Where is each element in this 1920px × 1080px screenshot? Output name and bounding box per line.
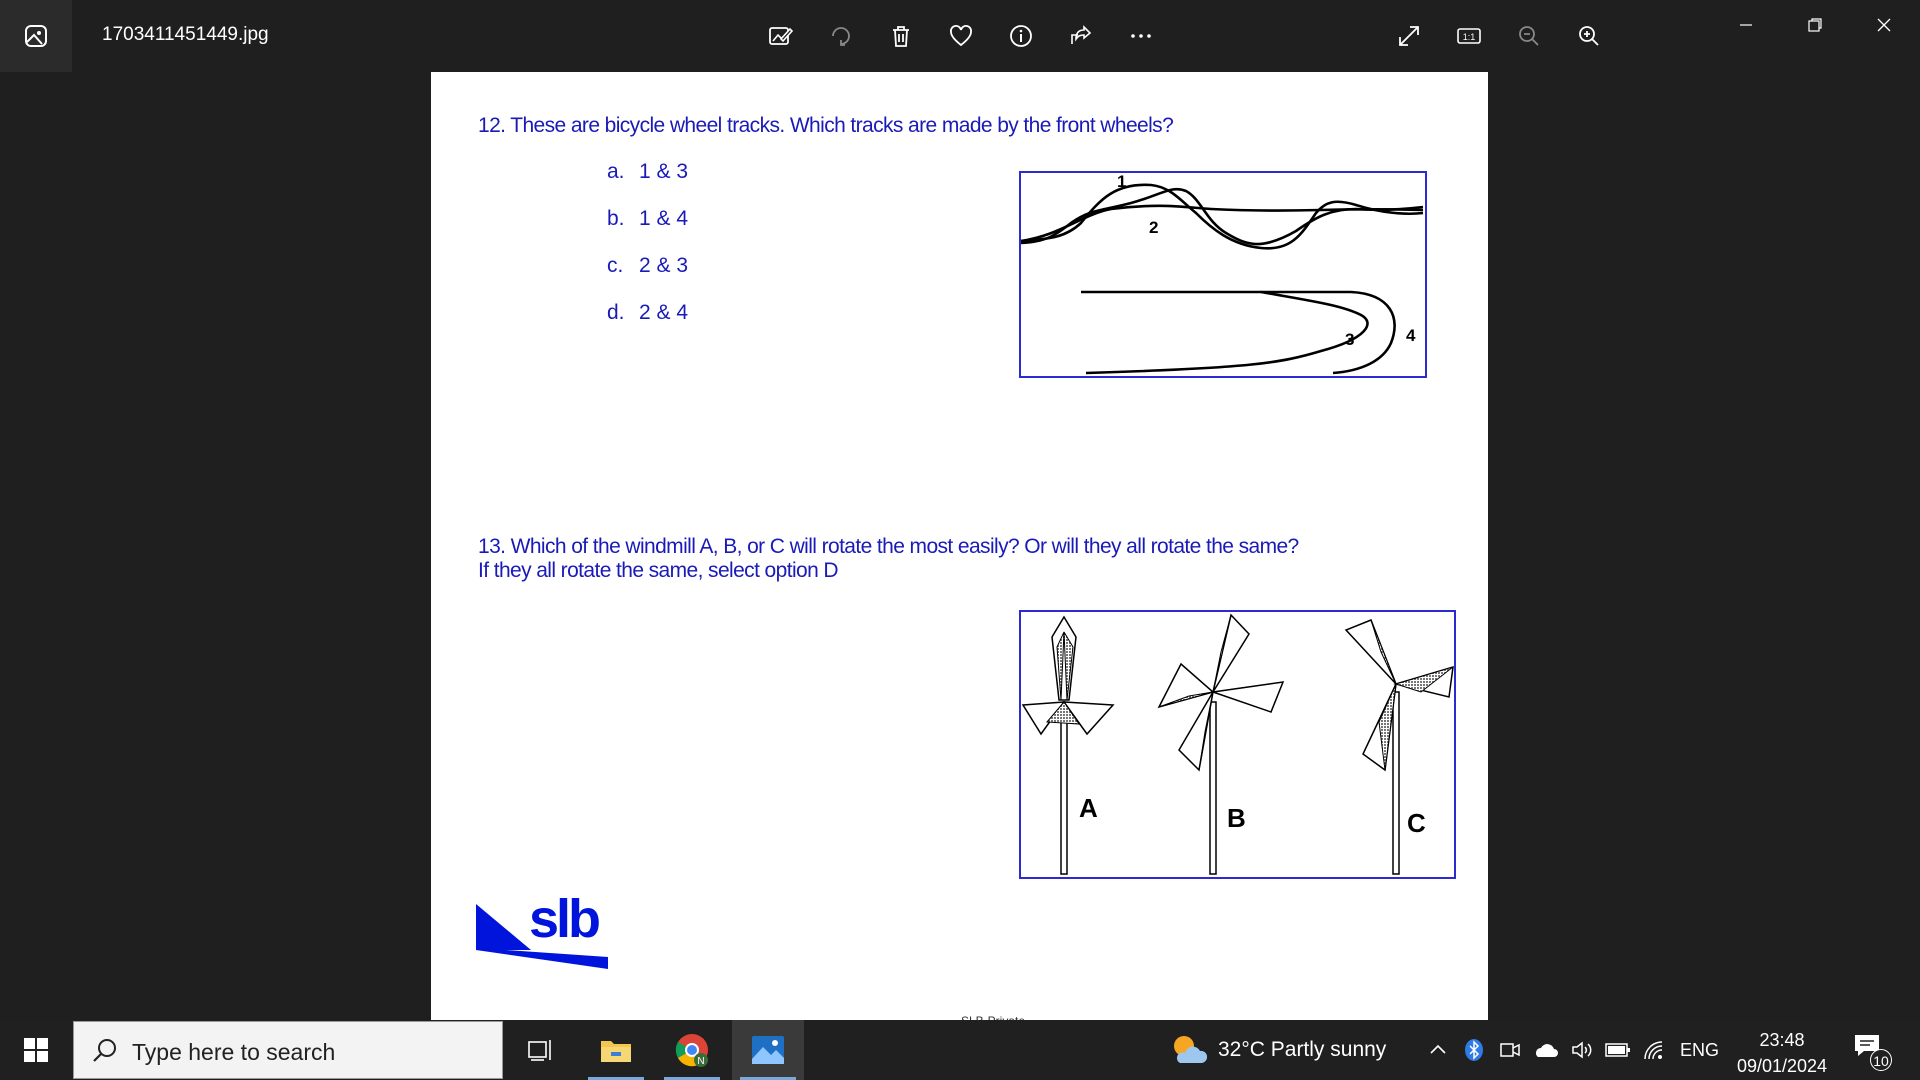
question-13-line-2: If they all rotate the same, select option D [478,559,838,582]
show-hidden-icons-button[interactable] [1424,1036,1452,1064]
option-b [607,207,688,231]
more-button[interactable] [1121,16,1161,56]
option-text: 2 & 4 [639,301,689,324]
edit-image-icon [767,23,793,49]
bicycle-tracks-drawing [1021,173,1425,376]
volume-tray-button[interactable] [1568,1036,1596,1064]
delete-button[interactable] [881,16,921,56]
question-13-line-1: 13. Which of the windmill A, B, or C will rotate the most easily? Or will they all rotate the same? [478,535,1299,558]
restore-icon [1806,16,1824,34]
bluetooth-tray-button[interactable] [1460,1036,1488,1064]
partly-sunny-icon [1170,1033,1208,1067]
file-explorer-button[interactable] [580,1020,652,1080]
info-icon [1008,23,1034,49]
favorite-button[interactable] [941,16,981,56]
bicycle-tracks-figure [1019,171,1427,378]
svg-text:N: N [697,1056,705,1067]
option-text: 1 & 4 [639,207,689,230]
windmill-a [1023,617,1113,874]
photos-app-icon[interactable] [0,0,72,72]
windmill-label-c: C [1407,808,1426,838]
folder-icon [599,1036,633,1064]
battery-tray-button[interactable] [1604,1036,1632,1064]
battery-icon [1605,1042,1631,1058]
notification-badge: 10 [1870,1049,1892,1071]
search-icon [90,1036,120,1066]
rotate-button[interactable] [821,16,861,56]
track-label-3: 3 [1345,330,1355,349]
clock[interactable] [1722,1027,1842,1079]
share-button[interactable] [1061,16,1101,56]
slb-logo [476,887,611,969]
chevron-up-icon [1428,1040,1448,1060]
track-label-1: 1 [1117,172,1127,191]
windows-icon [23,1037,49,1063]
cloud-icon [1533,1040,1559,1060]
svg-text:1:1: 1:1 [1462,32,1476,42]
video-call-icon [1499,1039,1521,1061]
more-icon [1128,23,1154,49]
wifi-icon [1642,1039,1666,1061]
weather-text: 32°C Partly sunny [1218,1038,1387,1061]
fullscreen-icon [1396,23,1422,49]
chrome-icon [674,1032,710,1068]
taskbar [0,1020,1920,1080]
search-input[interactable] [73,1021,503,1079]
bluetooth-icon [1463,1038,1485,1062]
task-view-button[interactable] [504,1020,576,1080]
photos-taskbar-button[interactable] [732,1020,804,1080]
restore-button[interactable] [1787,8,1843,42]
slb-logo-mark [476,887,611,969]
info-button[interactable] [1001,16,1041,56]
search-placeholder: Type here to search [132,1039,336,1065]
windmill-c [1346,620,1453,874]
chrome-button[interactable] [656,1020,728,1080]
photos-app-icon [751,1035,785,1065]
track-label-4: 4 [1406,326,1416,345]
meet-now-tray-button[interactable] [1496,1036,1524,1064]
file-name: 1703411451449.jpg [102,24,269,45]
photos-icon [23,23,49,49]
zoom-in-icon [1576,23,1602,49]
fullscreen-button[interactable] [1389,16,1429,56]
minimize-icon [1737,16,1755,34]
notification-center-button[interactable] [1852,1032,1896,1072]
actual-size-button[interactable] [1449,16,1489,56]
onedrive-tray-button[interactable] [1532,1036,1560,1064]
option-letter: b. [607,207,625,230]
option-a [607,160,688,184]
title-bar [0,0,1920,72]
track-label-2: 2 [1149,218,1159,237]
option-c [607,254,688,278]
share-icon [1068,23,1094,49]
image-canvas [431,72,1488,1020]
question-12: 12. These are bicycle wheel tracks. Which tracks are made by the front wheels? [478,114,1174,137]
option-letter: c. [607,254,624,277]
weather-widget[interactable] [1170,1028,1386,1072]
close-icon [1875,16,1893,34]
delete-icon [888,23,914,49]
speaker-icon [1570,1039,1594,1061]
language-indicator[interactable]: ENG [1680,1040,1720,1060]
zoom-in-button[interactable] [1569,16,1609,56]
windmills-drawing [1021,612,1454,877]
heart-icon [948,23,974,49]
clock-time: 23:48 [1759,1030,1805,1050]
close-button[interactable] [1856,8,1912,42]
actual-size-icon [1456,23,1482,49]
windmill-label-b: B [1227,803,1246,833]
network-tray-button[interactable] [1640,1036,1668,1064]
minimize-button[interactable] [1718,8,1774,42]
clock-date: 09/01/2024 [1736,1056,1828,1076]
option-letter: d. [607,301,625,324]
zoom-out-icon [1516,23,1542,49]
windmill-label-a: A [1079,793,1098,823]
windmill-b [1159,615,1283,874]
option-letter: a. [607,160,625,183]
edit-image-button[interactable] [760,16,800,56]
option-text: 2 & 3 [639,254,689,277]
slb-logo-text: slb [529,889,599,949]
task-view-icon [526,1036,554,1064]
zoom-out-button[interactable] [1509,16,1549,56]
start-button[interactable] [0,1020,72,1080]
option-text: 1 & 3 [639,160,689,183]
windmill-figure [1019,610,1456,879]
option-d [607,301,688,325]
rotate-icon [828,23,854,49]
